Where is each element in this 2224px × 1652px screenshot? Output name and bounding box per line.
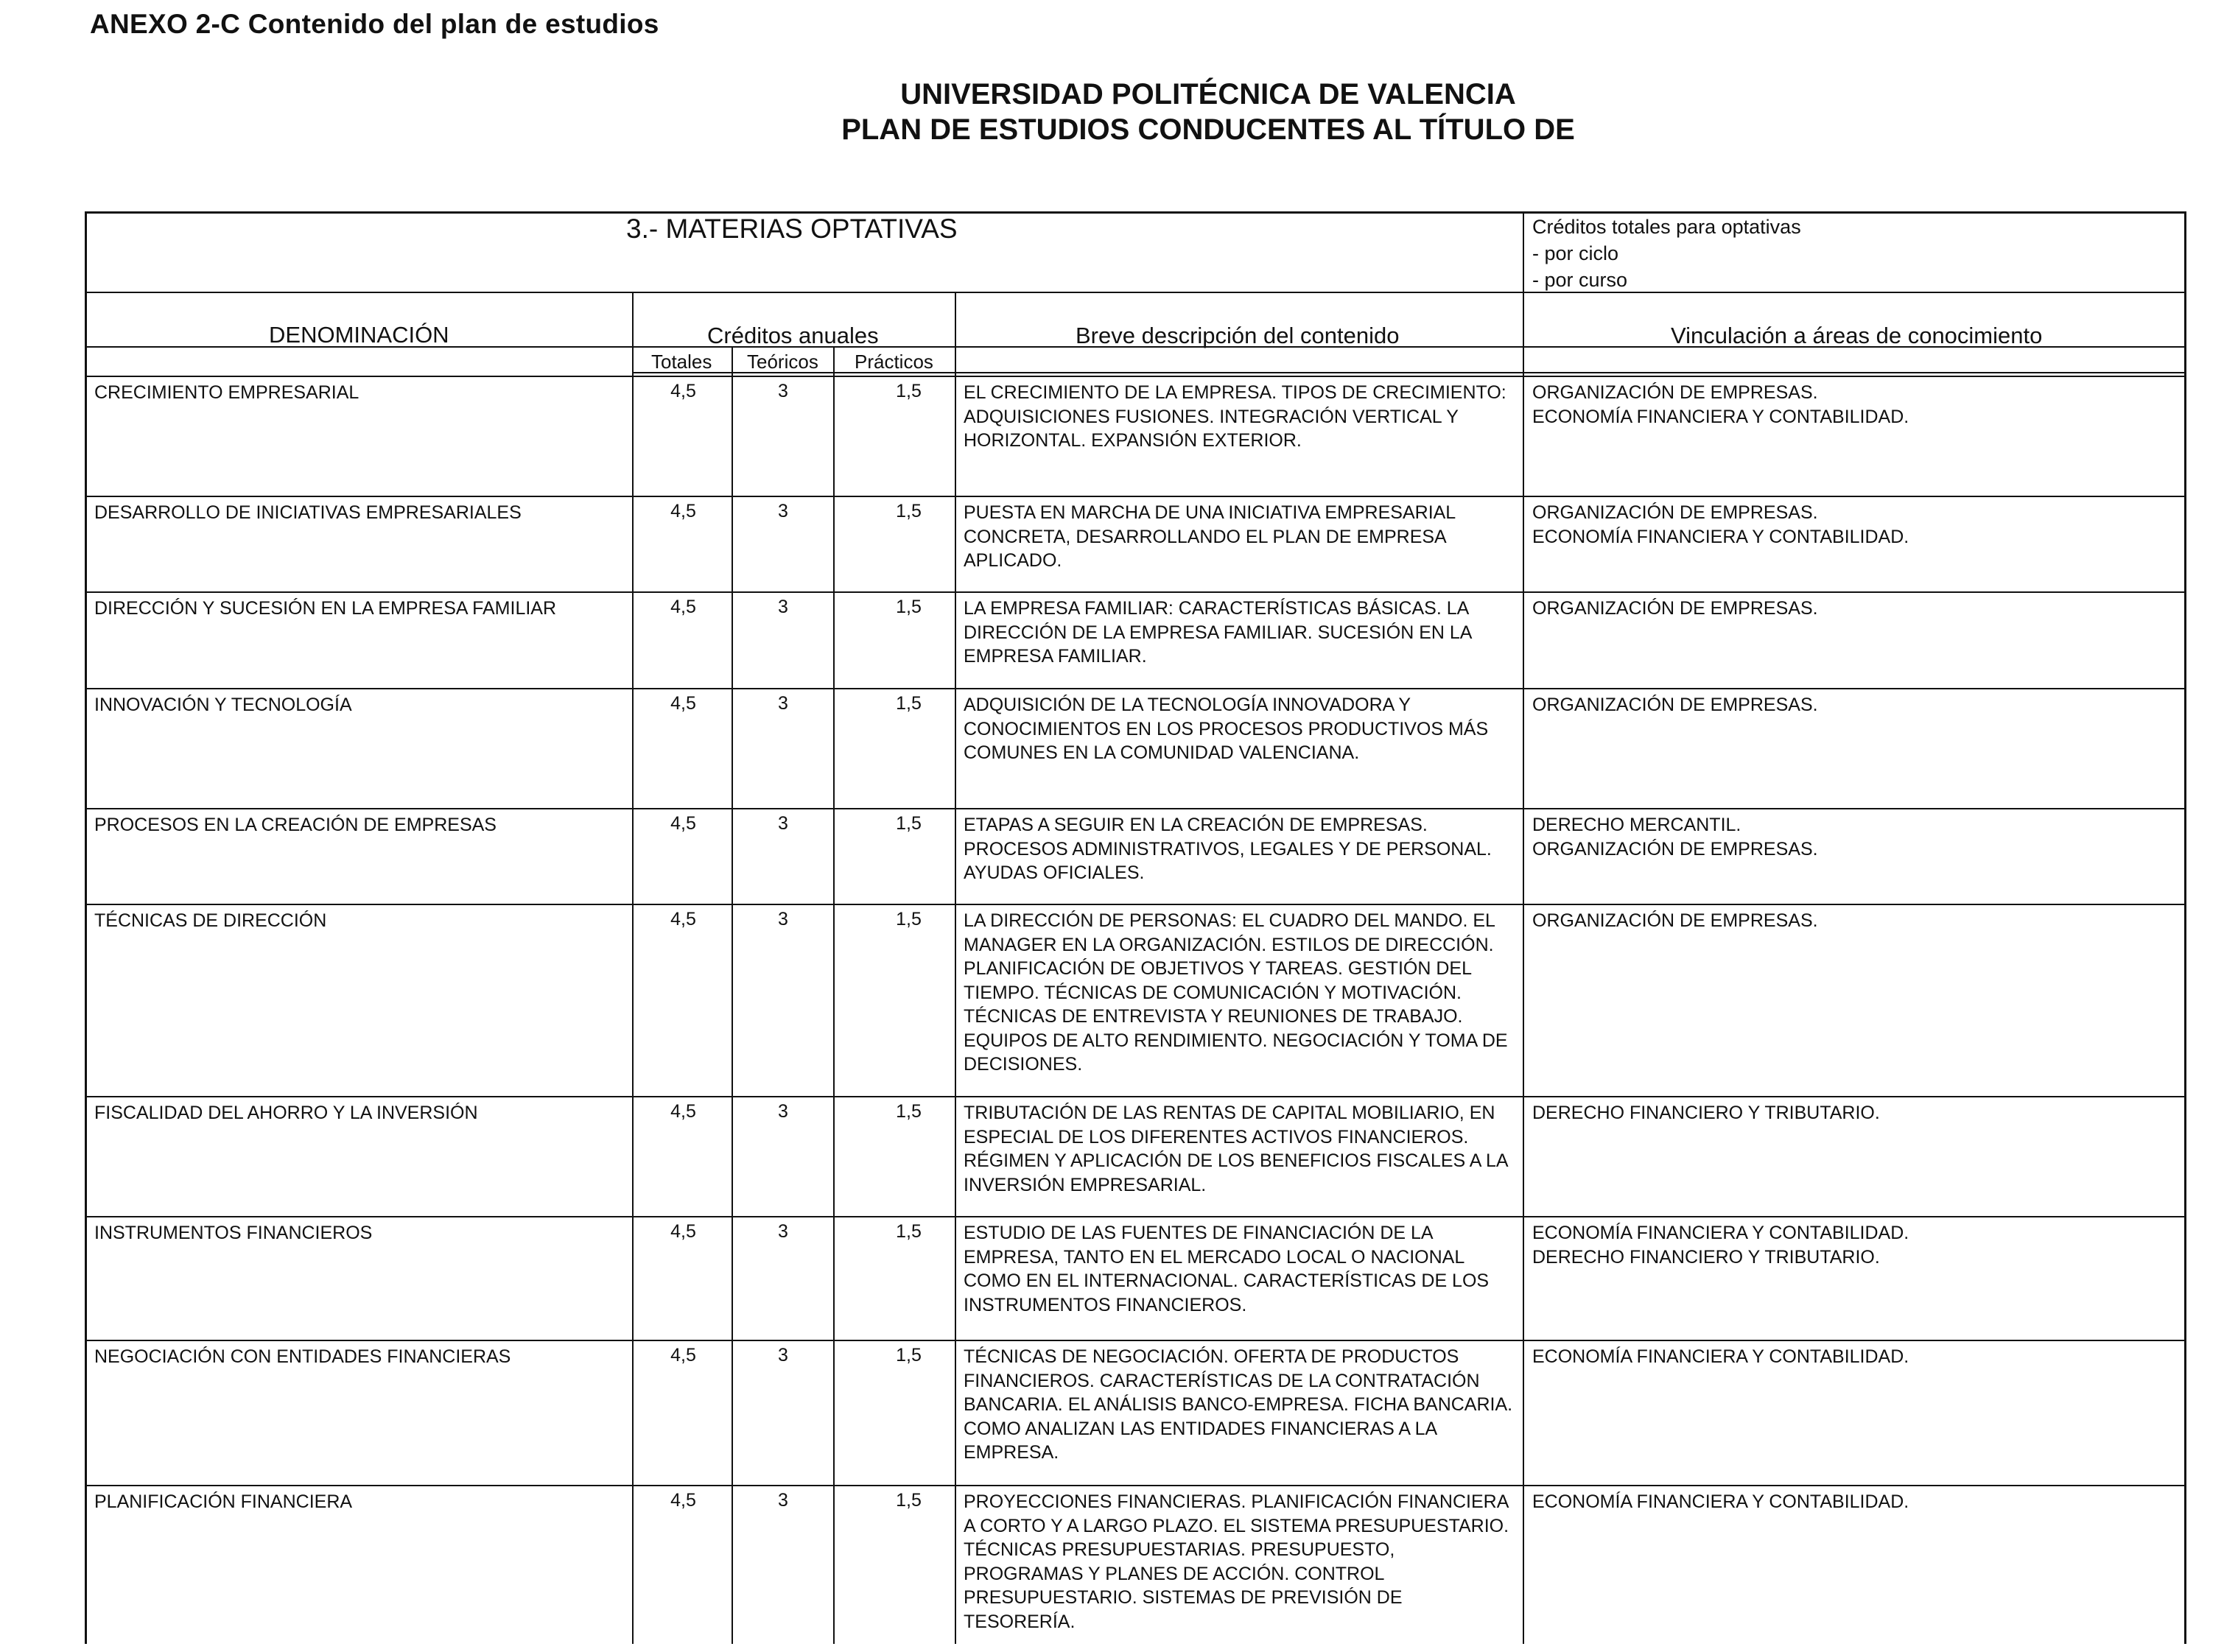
subject-name: PLANIFICACIÓN FINANCIERA: [94, 1491, 353, 1512]
credits-theory: 3: [778, 909, 788, 929]
credits-theory: 3: [778, 597, 788, 617]
column-header-areas: Vinculación a áreas de conocimiento: [1671, 323, 2043, 348]
credits-practice: 1,5: [896, 909, 922, 929]
credits-theory: 3: [778, 501, 788, 521]
subject-name: CRECIMIENTO EMPRESARIAL: [94, 382, 359, 403]
credits-totals: 4,5: [670, 909, 696, 929]
content-description: ADQUISICIÓN DE LA TECNOLOGÍA INNOVADORA Y CONOCIMIENTOS EN LOS PROCESOS PRODUCTIVOS MÁS COMUNES EN LA COMUNIDAD VALENCIANA.: [964, 695, 1489, 763]
credits-totals: 4,5: [670, 1490, 696, 1511]
credits-practice: 1,5: [896, 1101, 922, 1122]
subject-name: TÉCNICAS DE DIRECCIÓN: [94, 910, 327, 931]
knowledge-areas: ORGANIZACIÓN DE EMPRESAS. ECONOMÍA FINANCIERA Y CONTABILIDAD.: [1532, 502, 1909, 547]
subject-name: INNOVACIÓN Y TECNOLOGÍA: [94, 695, 352, 715]
university-name: UNIVERSIDAD POLITÉCNICA DE VALENCIA: [900, 78, 1516, 110]
knowledge-areas: DERECHO FINANCIERO Y TRIBUTARIO.: [1532, 1103, 1880, 1123]
credits-per-cycle: - por ciclo: [1532, 242, 1619, 264]
content-description: PUESTA EN MARCHA DE UNA INICIATIVA EMPRESARIAL CONCRETA, DESARROLLANDO EL PLAN DE EMPRESA APLICADO.: [964, 502, 1456, 571]
credits-practice: 1,5: [896, 1345, 922, 1365]
plan-title: PLAN DE ESTUDIOS CONDUCENTES AL TÍTULO DE: [841, 113, 1575, 146]
credits-practice: 1,5: [896, 693, 922, 714]
credits-totals: 4,5: [670, 1345, 696, 1365]
subject-name: NEGOCIACIÓN CON ENTIDADES FINANCIERAS: [94, 1346, 511, 1367]
column-header-description: Breve descripción del contenido: [1076, 323, 1400, 348]
credits-theory: 3: [778, 693, 788, 714]
credits-theory: 3: [778, 1490, 788, 1511]
content-description: LA EMPRESA FAMILIAR: CARACTERÍSTICAS BÁSICAS. LA DIRECCIÓN DE LA EMPRESA FAMILIAR. SUCESIÓN EN LA EMPRESA FAMILIAR.: [964, 598, 1472, 667]
content-description: LA DIRECCIÓN DE PERSONAS: EL CUADRO DEL MANDO. EL MANAGER EN LA ORGANIZACIÓN. ESTILOS DE DIRECCIÓN. PLANIFICACIÓN DE OBJETIVOS Y TAREAS. GESTIÓN DEL TIEMPO. TÉCNICAS DE COMUNICACIÓN Y MOTIVACIÓN. TÉCNICAS DE ENTREVISTA Y REUNIONES DE TRABAJO. EQUIPOS DE ALTO RENDIMIENTO. NEGOCIACIÓN Y TOMA DE DECISIONES.: [964, 910, 1508, 1075]
credits-totals: 4,5: [670, 1101, 696, 1122]
credits-totals: 4,5: [670, 381, 696, 401]
document-title: [766, 77, 1650, 147]
credits-practice: 1,5: [896, 597, 922, 617]
content-description: TÉCNICAS DE NEGOCIACIÓN. OFERTA DE PRODUCTOS FINANCIEROS. CARACTERÍSTICAS DE LA CONTRATACIÓN BANCARIA. EL ANÁLISIS BANCO-EMPRESA. FICHA BANCARIA. COMO ANALIZAN LAS ENTIDADES FINANCIERAS A LA EMPRESA.: [964, 1346, 1513, 1463]
subject-name: FISCALIDAD DEL AHORRO Y LA INVERSIÓN: [94, 1103, 478, 1123]
column-header-practice: Prácticos: [855, 351, 933, 373]
content-description: TRIBUTACIÓN DE LAS RENTAS DE CAPITAL MOBILIARIO, EN ESPECIAL DE LOS DIFERENTES ACTIVOS FINANCIEROS. RÉGIMEN Y APLICACIÓN DE LOS BENEFICIOS FISCALES A LA INVERSIÓN EMPRESARIAL.: [964, 1103, 1508, 1195]
annex-heading: ANEXO 2-C Contenido del plan de estudios: [90, 9, 659, 39]
credits-totals: 4,5: [670, 501, 696, 521]
knowledge-areas: ECONOMÍA FINANCIERA Y CONTABILIDAD.: [1532, 1346, 1909, 1367]
column-header-credits: Créditos anuales: [707, 323, 879, 348]
knowledge-areas: ORGANIZACIÓN DE EMPRESAS.: [1532, 695, 1818, 715]
knowledge-areas: ECONOMÍA FINANCIERA Y CONTABILIDAD. DERECHO FINANCIERO Y TRIBUTARIO.: [1532, 1223, 1909, 1268]
knowledge-areas: ORGANIZACIÓN DE EMPRESAS.: [1532, 910, 1818, 931]
credits-theory: 3: [778, 381, 788, 401]
knowledge-areas: ECONOMÍA FINANCIERA Y CONTABILIDAD.: [1532, 1491, 1909, 1512]
column-header-theory: Teóricos: [747, 351, 818, 373]
content-description: ETAPAS A SEGUIR EN LA CREACIÓN DE EMPRESAS. PROCESOS ADMINISTRATIVOS, LEGALES Y DE PERSONAL. AYUDAS OFICIALES.: [964, 815, 1492, 883]
credits-per-course: - por curso: [1532, 269, 1628, 291]
credits-theory: 3: [778, 1221, 788, 1242]
column-header-name: DENOMINACIÓN: [269, 322, 449, 348]
content-description: PROYECCIONES FINANCIERAS. PLANIFICACIÓN FINANCIERA A CORTO Y A LARGO PLAZO. EL SISTEMA PRESUPUESTARIO. TÉCNICAS PRESUPUESTARIAS. PRESUPUESTO, PROGRAMAS Y PLANES DE ACCIÓN. CONTROL PRESUPUESTARIO. SISTEMAS DE PREVISIÓN DE TESORERÍA.: [964, 1491, 1509, 1632]
subject-name: PROCESOS EN LA CREACIÓN DE EMPRESAS: [94, 815, 497, 835]
credits-totals: 4,5: [670, 693, 696, 714]
credits-totals: 4,5: [670, 1221, 696, 1242]
credits-theory: 3: [778, 1101, 788, 1122]
subject-name: DESARROLLO DE INICIATIVAS EMPRESARIALES: [94, 502, 522, 523]
knowledge-areas: ORGANIZACIÓN DE EMPRESAS.: [1532, 598, 1818, 619]
credits-totals: 4,5: [670, 597, 696, 617]
total-credits-title: Créditos totales para optativas: [1532, 216, 1801, 238]
credits-practice: 1,5: [896, 381, 922, 401]
content-description: EL CRECIMIENTO DE LA EMPRESA. TIPOS DE CRECIMIENTO: ADQUISICIONES FUSIONES. INTEGRACIÓN VERTICAL Y HORIZONTAL. EXPANSIÓN EXTERIOR.: [964, 382, 1506, 451]
credits-theory: 3: [778, 813, 788, 834]
knowledge-areas: DERECHO MERCANTIL. ORGANIZACIÓN DE EMPRESAS.: [1532, 815, 1818, 860]
subject-name: INSTRUMENTOS FINANCIEROS: [94, 1223, 373, 1243]
credits-practice: 1,5: [896, 1221, 922, 1242]
credits-totals: 4,5: [670, 813, 696, 834]
credits-practice: 1,5: [896, 501, 922, 521]
subject-name: DIRECCIÓN Y SUCESIÓN EN LA EMPRESA FAMILIAR: [94, 598, 557, 619]
column-header-totals: Totales: [651, 351, 712, 373]
credits-practice: 1,5: [896, 813, 922, 834]
credits-practice: 1,5: [896, 1490, 922, 1511]
credits-theory: 3: [778, 1345, 788, 1365]
knowledge-areas: ORGANIZACIÓN DE EMPRESAS. ECONOMÍA FINANCIERA Y CONTABILIDAD.: [1532, 382, 1909, 427]
section-title: 3.- MATERIAS OPTATIVAS: [626, 214, 958, 244]
content-description: ESTUDIO DE LAS FUENTES DE FINANCIACIÓN DE LA EMPRESA, TANTO EN EL MERCADO LOCAL O NACIONAL COMO EN EL INTERNACIONAL. CARACTERÍSTICAS DE LOS INSTRUMENTOS FINANCIEROS.: [964, 1223, 1490, 1315]
